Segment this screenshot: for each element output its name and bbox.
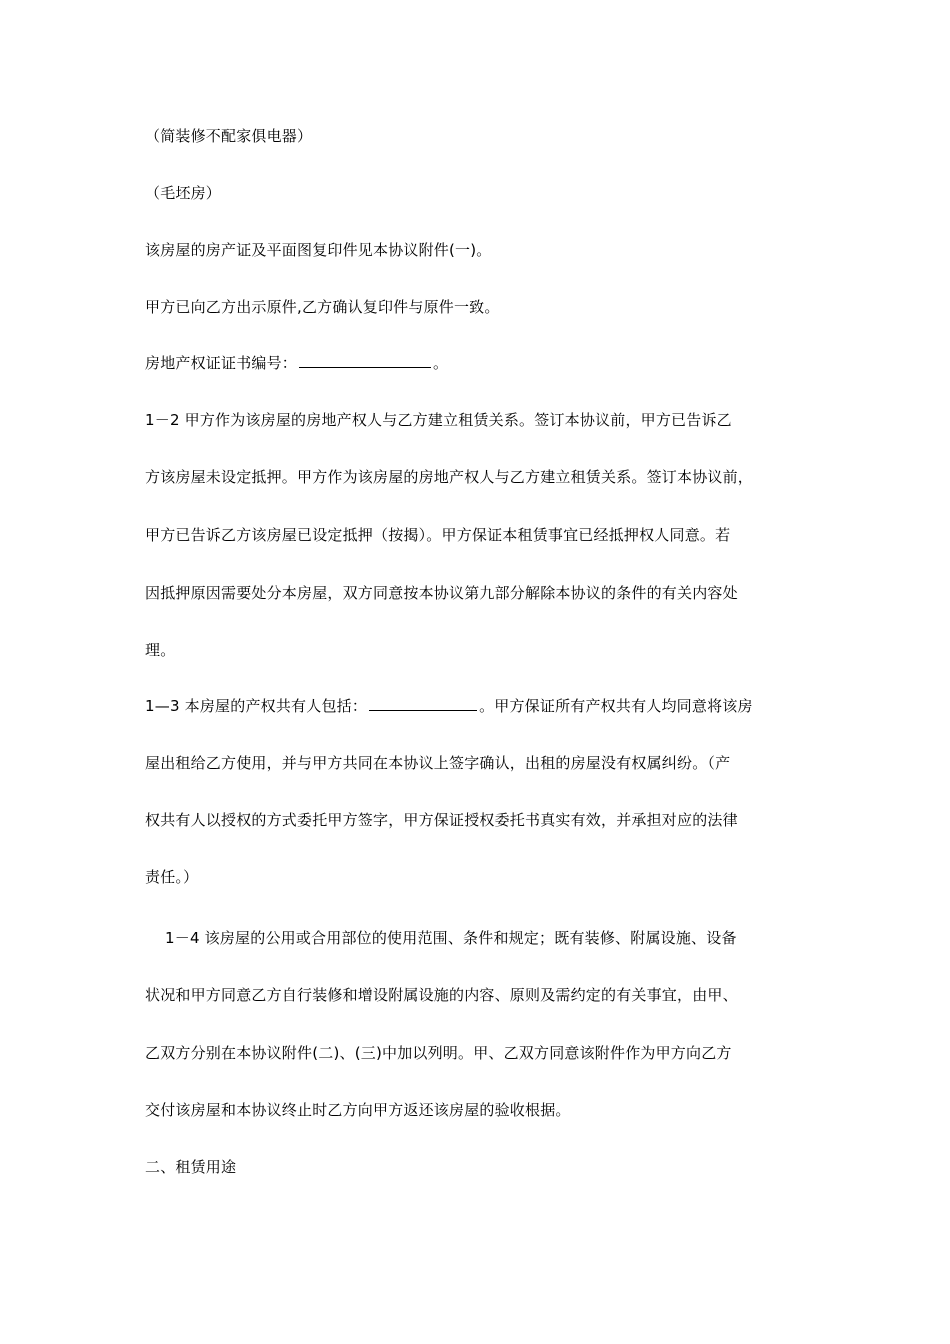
paragraph-line: 理。 xyxy=(145,641,176,659)
certificate-number-line xyxy=(145,353,448,373)
paragraph-line: 状况和甲方同意乙方自行装修和增设附属设施的内容、原则及需约定的有关事宜，由甲、 xyxy=(145,986,738,1004)
paragraph-line: 方该房屋未设定抵押。甲方作为该房屋的房地产权人与乙方建立租赁关系。签订本协议前， xyxy=(145,468,754,486)
co-owners-blank xyxy=(369,696,477,711)
paragraph-line: 乙双方分别在本协议附件(二)、(三)中加以列明。甲、乙双方同意该附件作为甲方向乙方 xyxy=(145,1044,732,1062)
paragraph-line: 交付该房屋和本协议终止时乙方向甲方返还该房屋的验收根据。 xyxy=(145,1101,571,1119)
paragraph-line: 因抵押原因需要处分本房屋，双方同意按本协议第九部分解除本协议的条件的有关内容处 xyxy=(145,584,738,602)
co-owners-rest: 。甲方保证所有产权共有人均同意将该房 xyxy=(479,697,753,715)
paragraph-line: 该房屋的房产证及平面图复印件见本协议附件(一)。 xyxy=(145,241,492,259)
paragraph-line: 甲方已告诉乙方该房屋已设定抵押（按揭）。甲方保证本租赁事宜已经抵押权人同意。若 xyxy=(145,526,731,544)
co-owners-line xyxy=(145,696,753,716)
paragraph-line: 1－2 甲方作为该房屋的房地产权人与乙方建立租赁关系。签订本协议前，甲方已告诉乙 xyxy=(145,411,732,429)
section-heading: 二、租赁用途 xyxy=(145,1158,237,1176)
certificate-number-blank xyxy=(299,353,431,368)
note-simple-decoration: （简装修不配家俱电器） xyxy=(145,127,313,145)
paragraph-line: 责任。） xyxy=(145,868,199,886)
paragraph-line: 甲方已向乙方出示原件,乙方确认复印件与原件一致。 xyxy=(145,298,500,316)
co-owners-label: 1—3 本房屋的产权共有人包括： xyxy=(145,697,368,715)
certificate-number-end: 。 xyxy=(433,354,449,372)
paragraph-line: 权共有人以授权的方式委托甲方签字，甲方保证授权委托书真实有效，并承担对应的法律 xyxy=(145,811,738,829)
certificate-number-label: 房地产权证证书编号： xyxy=(145,354,298,372)
note-rough-house: （毛坯房） xyxy=(145,184,222,202)
paragraph-line: 1－4 该房屋的公用或合用部位的使用范围、条件和规定；既有装修、附属设施、设备 xyxy=(165,929,737,947)
paragraph-line: 屋出租给乙方使用，并与甲方共同在本协议上签字确认，出租的房屋没有权属纠纷。（产 xyxy=(145,754,731,772)
